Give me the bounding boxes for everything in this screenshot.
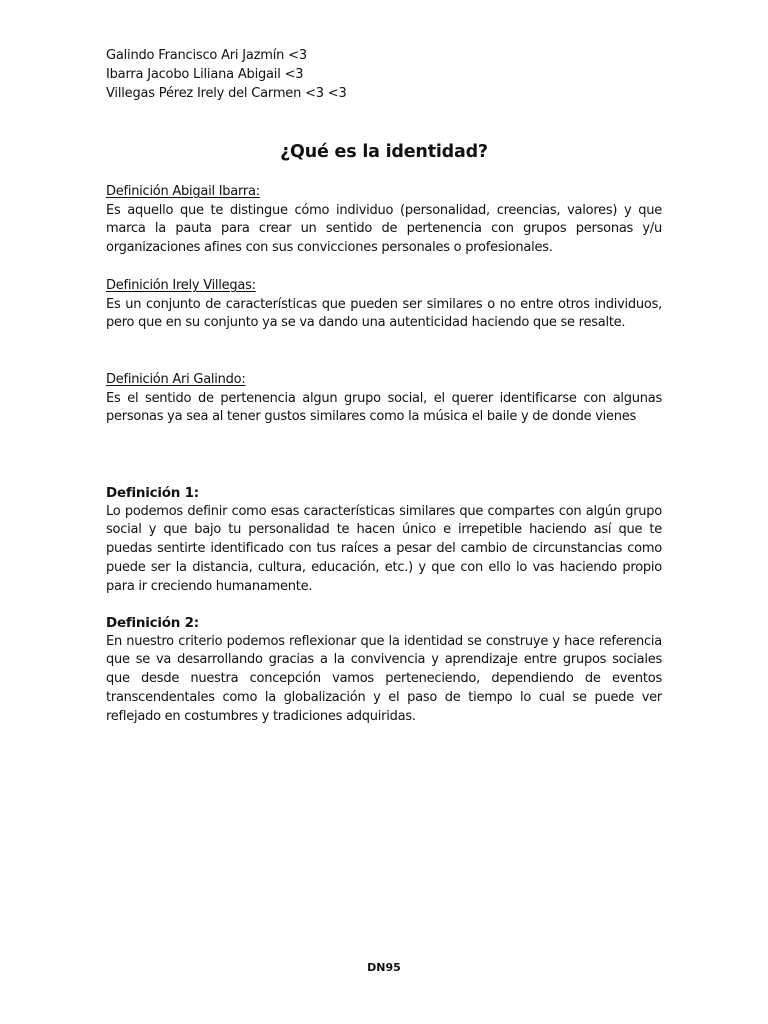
author-name: Galindo Francisco Ari Jazmín <3: [106, 48, 307, 63]
definition-heading: Definición 1:: [106, 485, 199, 501]
page-footer: DN95: [367, 961, 401, 974]
author-list: [106, 46, 347, 103]
definition-heading: Definición 2:: [106, 615, 199, 631]
definition-body: Es aquello que te distingue cómo individuo (personalidad, creencias, valores) y que marca la pauta para crear un sentido de pertenencia con grupos personas y/u organizaciones afines con sus convicciones personales o profesionales.: [106, 202, 662, 256]
definition-heading: Definición Ari Galindo:: [106, 372, 246, 387]
definition-section: [106, 484, 662, 596]
definition-body: Es el sentido de pertenencia algun grupo social, el querer identificarse con algunas personas ya sea al tener gustos similares como la música el baile y de donde vienes: [106, 390, 662, 425]
definition-section: [106, 183, 662, 258]
author-name: Ibarra Jacobo Liliana Abigail <3: [106, 67, 304, 82]
definition-section: [106, 371, 662, 427]
definition-section: [106, 277, 662, 333]
author-name: Villegas Pérez Irely del Carmen <3 <3: [106, 86, 347, 101]
definition-heading: Definición Irely Villegas:: [106, 278, 256, 293]
definition-body: En nuestro criterio podemos reflexionar que la identidad se construye y hace referencia que se va desarrollando gracias a la convivencia y aprendizaje entre grupos sociales que desde nuestra concepción vamos perteneciendo, dependiendo de eventos transcendentales como la globalización y el paso de tiempo lo cual se puede ver reflejado en costumbres y tradiciones adquiridas.: [106, 633, 662, 724]
definition-section: [106, 614, 662, 726]
definition-body: Lo podemos definir como esas características similares que compartes con algún grupo social y que bajo tu personalidad te hacen único e irrepetible haciendo así que te puedas sentirte identificado con tus raíces a pesar del cambio de circunstancias como puede ser la distancia, cultura, educación, etc.) y que con ello lo vas haciendo propio para ir creciendo humanamente.: [106, 503, 662, 594]
definition-body: Es un conjunto de características que pueden ser similares o no entre otros individuos, pero que en su conjunto ya se va dando una autenticidad haciendo que se resalte.: [106, 296, 662, 331]
document-title: ¿Qué es la identidad?: [280, 142, 488, 162]
definition-heading: Definición Abigail Ibarra:: [106, 184, 260, 199]
